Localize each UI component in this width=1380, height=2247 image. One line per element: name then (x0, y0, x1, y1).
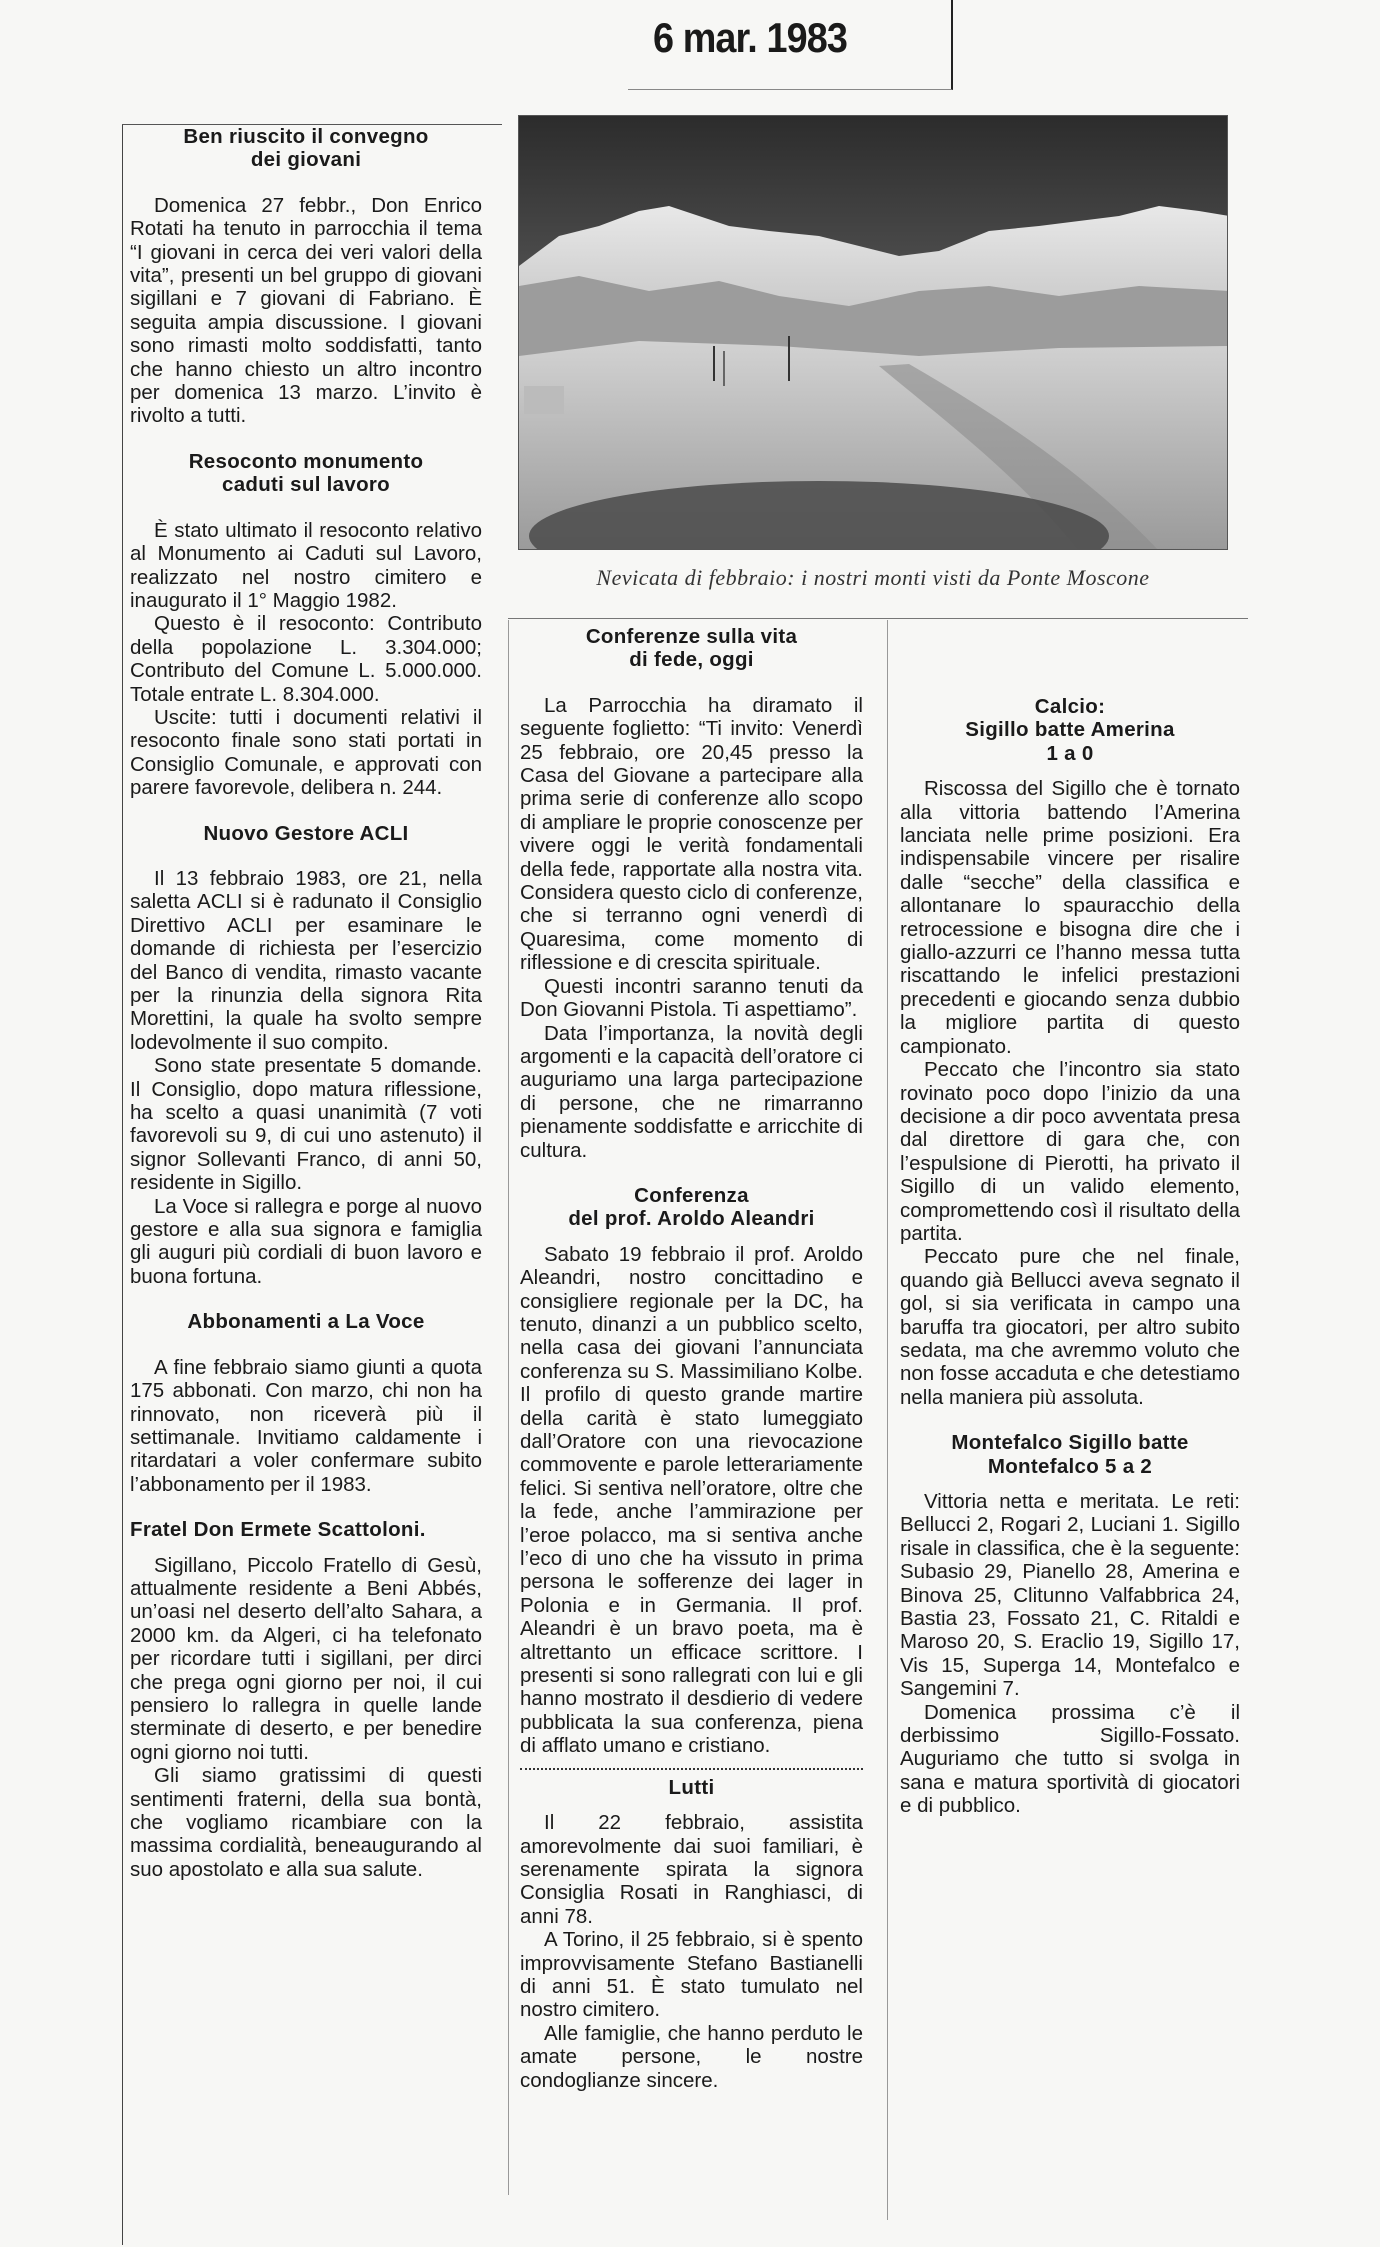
mountain-photo (518, 115, 1228, 550)
article-title: Fratel Don Ermete Scattoloni. (130, 1518, 426, 1542)
article-title-line2: caduti sul lavoro (222, 473, 390, 497)
article-paragraph: A fine febbraio siamo giunti a quota 175 abbonati. Con marzo, chi non ha rinnovato, non riceverà più il settimanale. Invitiamo caldamente i ritardatari a voler confermare subito l’abbonamento per il 1983. (130, 1355, 482, 1496)
article-paragraph: Sono state presentate 5 domande. Il Consiglio, dopo matura riflessione, ha scelto a quasi unanimità (7 voti favorevoli su 9, di cui uno astenuto) il signor Sollevanti Franco, di anni 50, residente in Sigillo. (130, 1054, 482, 1195)
article-resoconto (130, 450, 482, 800)
article-paragraph: Sabato 19 febbraio il prof. Aroldo Aleandri, nostro concittadino e consigliere regionale per la DC, ha tenuto, dinanzi a un pubblico scelto, nella casa dei giovani l’annunciata conferenza su S. Massimiliano Kolbe. Il profilo di questo grande martire della carità è stato lumeggiato dall’Oratore con una rievocazione commovente e parole letterariamente felici. Si sentiva nell’oratore, oltre che la fede, anche l’ammirazione per l’eroe polacco, ma si sentiva anche l’eco di uno che ha vissuto in prima persona le sofferenze dei lager in Polonia e in Germania. Il prof. Aleandri è un bravo poeta, ma è altrettanto un efficace scrittore. I presenti si sono rallegrati con lui e gli hanno mostrato il desdierio di vedere pubblicata la sua conferenza, piena di afflato umano e cristiano. (520, 1242, 863, 1758)
article-paragraph: Vittoria netta e meritata. Le reti: Bellucci 2, Rogari 2, Luciani 1. Sigillo risale in classifica, che è la seguente: Subasio 29, Pianello 28, Amerina e Binova 25, Clitunno Valfabbrica 24, Bastia 23, Fossato 21, C. Ritaldi e Maroso 20, S. Eraclio 19, Sigillo 17, Vis 15, Superga 14, Montefalco e Sangemini 7. (900, 1490, 1240, 1701)
article-paragraph: Domenica prossima c’è il derbissimo Sigillo-Fossato. Auguriamo che tutto si svolga in sana e matura sportività di giocatori e di pubblico. (900, 1700, 1240, 1818)
date-stamp (628, 0, 953, 90)
article-calcio (900, 695, 1240, 1409)
article-paragraph: Sigillano, Piccolo Fratello di Gesù, attualmente residente a Beni Abbés, un’oasi nel deserto dell’alto Sahara, a 2000 km. da Algeri, ci ha telefonato per ricordare tutti i sigillani, per dirci che prega ogni giorno per noi, il cui pensiero lo rallegra in quelle lande sterminate di deserto, e per benedire ogni giorno noi tutti. (130, 1553, 482, 1764)
article-paragraph: È stato ultimato il resoconto relativo al Monumento ai Caduti sul Lavoro, realizzato nel nostro cimitero e inaugurato il 1° Maggio 1982. (130, 518, 482, 612)
article-title: Resoconto monumento (188, 449, 424, 473)
article-title-line2: Sigillo batte Amerina (965, 718, 1175, 742)
article-paragraph: A Torino, il 25 febbraio, si è spento improvvisamente Stefano Bastianelli di anni 51. È stato tumulato nel nostro cimitero. (520, 1928, 863, 2022)
article-title: Conferenze sulla vita (585, 625, 798, 648)
article-title: Ben riuscito il convegno (183, 125, 429, 148)
article-title-line3: 1 a 0 (1046, 741, 1094, 765)
article-paragraph: Riscossa del Sigillo che è tornato alla vittoria battendo l’Amerina lanciata nelle prime posizioni. Era indispensabile vincere per risalire dalle “secche” della classifica e allontanare lo spauracchio della retrocessione e bisogna dire che i giallo-azzurri ce l’hanno messa tutta riscattando le infelici prestazioni precedenti e giocando senza dubbio la migliore partita di questo campionato. (900, 777, 1240, 1058)
article-paragraph: Il 22 febbraio, assistita amorevolmente dai suoi familiari, è serenamente spirata la signora Consiglia Rosati in Ranghiasci, di anni 78. (520, 1811, 863, 1928)
article-paragraph: Peccato che l’incontro sia stato rovinato poco dopo l’inizio da una decisione a dir poco avventata presa dal direttore di gara che, con l’espulsione di Pierotti, ha privato il Sigillo di un valido elemento, compromettendo così il risultato della partita. (900, 1058, 1240, 1245)
photo-caption: Nevicata di febbraio: i nostri monti visti da Ponte Moscone (596, 565, 1150, 590)
date-stamp-text: 6 mar. 1983 (653, 14, 847, 61)
article-paragraph: Uscite: tutti i documenti relativi il resoconto finale sono stati portati in Consiglio Comunale, e approvati con parere favorevole, delibera n. 244. (130, 705, 482, 800)
article-aleandri (520, 1184, 863, 1758)
dotted-separator (520, 1768, 863, 1770)
article-paragraph: Il 13 febbraio 1983, ore 21, nella saletta ACLI si è radunato il Consiglio Direttivo ACLI per esaminare le domande di richiesta per l’esercizio del Banco di vendita, rimasto vacante per la rinunzia della signora Rita Morettini, la quale ha svolto sempre lodevolmente il suo compito. (130, 866, 482, 1054)
article-fratel (130, 1518, 482, 1881)
article-title: Lutti (668, 1775, 715, 1799)
column-rule-top-2 (508, 618, 1248, 619)
article-paragraph: La Parrocchia ha diramato il seguente foglietto: “Ti invito: Venerdì 25 febbraio, ore 20,45 presso la Casa del Giovane a partecipare alla prima serie di conferenze allo scopo di ampliare le proprie conoscenze per vivere oggi le verità fondamentali della fede, rapportate alla nostra vita. Considera questo ciclo di conferenze, che si terranno ogni venerdì di Quaresima, come momento di riflessione e di crescita spirituale. (520, 693, 863, 975)
article-title: Conferenza (634, 1183, 749, 1207)
article-title-line2: di fede, oggi (629, 648, 754, 672)
article-title: Montefalco Sigillo batte (951, 1431, 1189, 1455)
article-acli (130, 822, 482, 1289)
article-paragraph: Domenica 27 febbr., Don Enrico Rotati ha tenuto in parrocchia il tema “I giovani in cerca dei veri valori della vita”, presenti un bel gruppo di giovani sigillani e 7 giovani di Fabriano. È seguita ampia discussione. I giovani sono rimasti molto soddisfatti, tanto che hanno chiesto un altro incontro per domenica 13 marzo. L’invito è rivolto a tutti. (130, 193, 482, 428)
article-title-line2: del prof. Aroldo Aleandri (568, 1207, 815, 1231)
article-paragraph: Gli siamo gratissimi di questi sentimenti fraterni, della sua bontà, che vogliamo ricambiare con la massima cordialità, beneaugurando al suo apostolato e alla sua salute. (130, 1764, 482, 1881)
article-paragraph: Questo è il resoconto: Contributo della popolazione L. 3.304.000; Contributo del Comune L. 5.000.000. Totale entrate L. 8.304.000. (130, 612, 482, 706)
article-convegno (130, 125, 482, 428)
article-title-line2: dei giovani (250, 148, 362, 172)
snowy-mountains-image (519, 116, 1228, 550)
column-rule-left (122, 125, 123, 2245)
column-2 (520, 625, 863, 2092)
article-paragraph: Data l’importanza, la novità degli argomenti e la capacità dell’oratore ci auguriamo una larga partecipazione di persone, che ne rimarranno pienamente soddisfatte e arricchite di cultura. (520, 1021, 863, 1162)
article-title: Nuovo Gestore ACLI (203, 821, 409, 845)
article-montefalco (900, 1431, 1240, 1818)
column-rule-middle-2 (887, 620, 888, 2220)
article-title: Abbonamenti a La Voce (187, 1310, 425, 1334)
column-1 (130, 125, 482, 1881)
article-paragraph: Peccato pure che nel finale, quando già Bellucci aveva segnato il gol, si sia verificata in campo una baruffa tra giocatori, per altro subito sedata, ma che avremmo voluto che non fosse accaduta e che detestiamo nella maniera più assoluta. (900, 1245, 1240, 1409)
article-conferenze (520, 625, 863, 1162)
article-title-line2: Montefalco 5 a 2 (987, 1454, 1153, 1478)
continued-spacer (900, 625, 1240, 695)
article-abbonamenti (130, 1310, 482, 1496)
column-3 (900, 625, 1240, 1818)
article-paragraph: Questi incontri saranno tenuti da Don Giovanni Pistola. Ti aspettiamo”. (520, 974, 863, 1022)
column-rule-middle (508, 620, 509, 2195)
article-title: Calcio: (1034, 695, 1106, 718)
article-lutti (520, 1776, 863, 2092)
article-paragraph: La Voce si rallegra e porge al nuovo gestore e alla sua signora e famiglia gli auguri più cordiali di buon lavoro e buona fortuna. (130, 1194, 482, 1288)
article-paragraph: Alle famiglie, che hanno perduto le amate persone, le nostre condoglianze sincere. (520, 2021, 863, 2092)
